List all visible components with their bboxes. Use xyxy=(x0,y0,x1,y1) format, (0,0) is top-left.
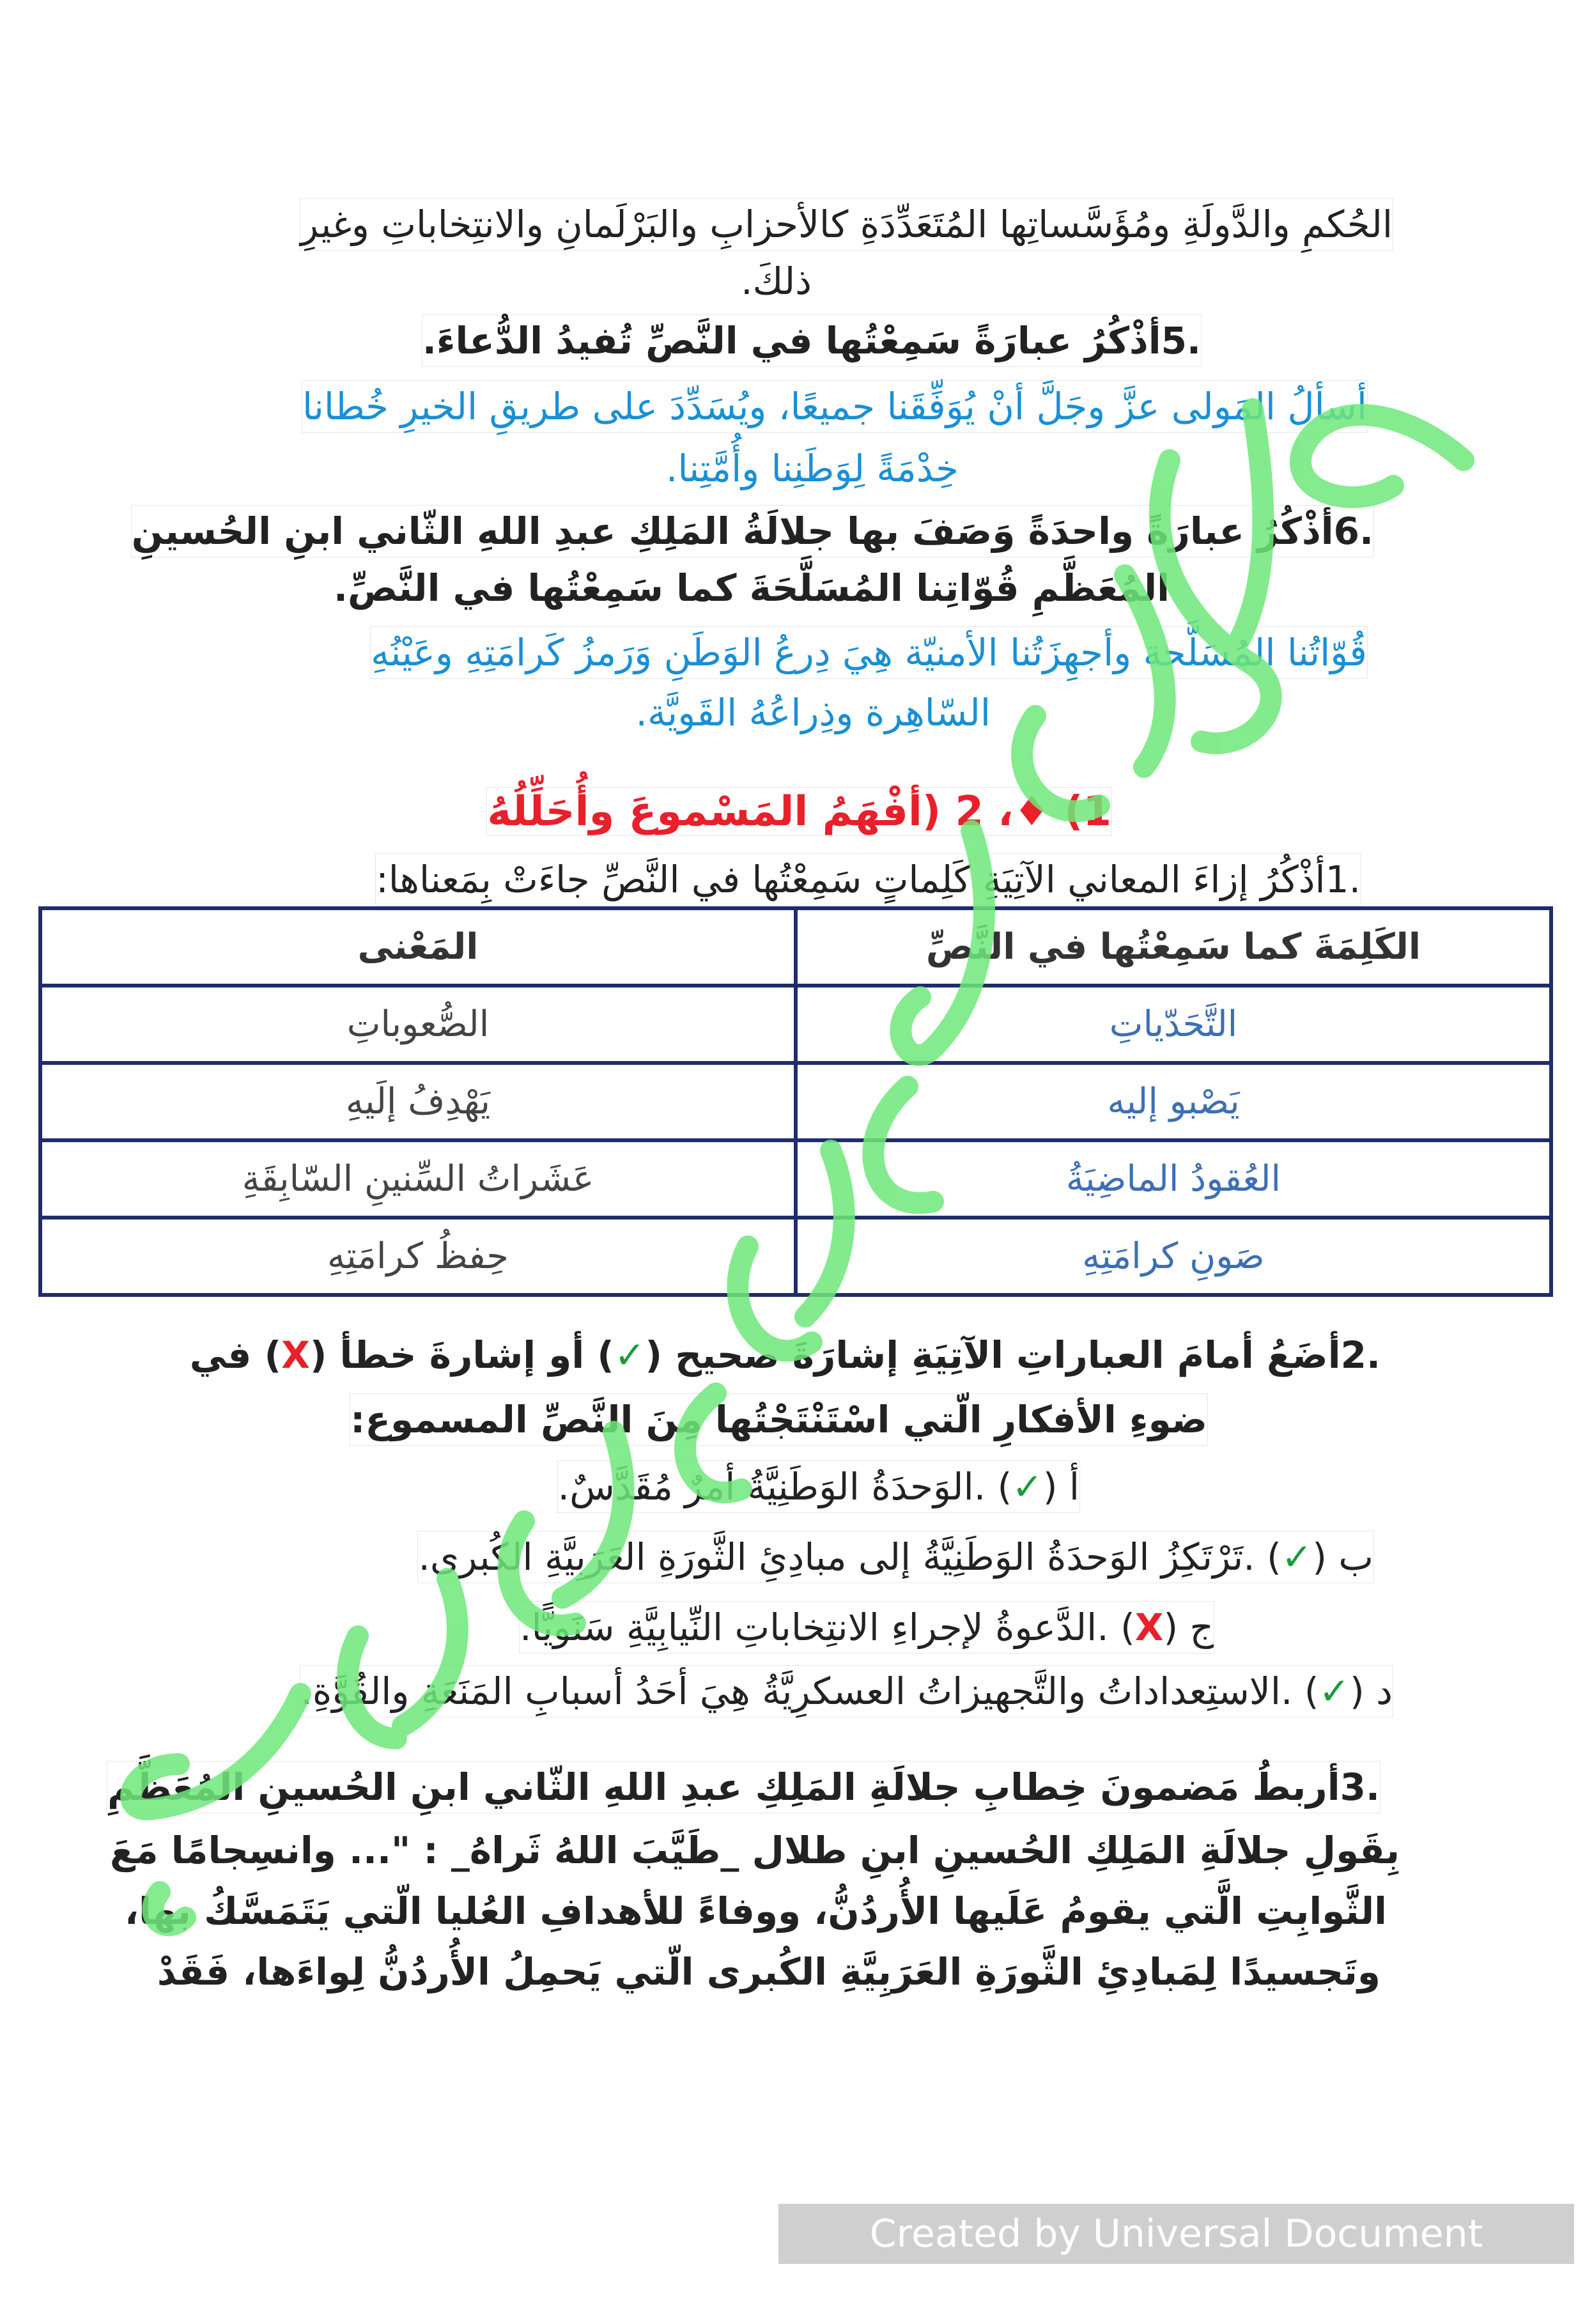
table-cell-word: العُقودُ الماضِيَةُ xyxy=(796,1140,1551,1218)
table-cell-meaning: يَهْدِفُ إلَيهِ xyxy=(40,1063,796,1140)
footer-banner: Created by Universal Document Converter xyxy=(778,2204,1574,2264)
cross-mark-icon: X xyxy=(281,1333,310,1377)
table-row xyxy=(40,1140,1551,1218)
item-letter: ب ( xyxy=(1312,1535,1373,1579)
q2-question-post: ) في xyxy=(189,1333,282,1377)
table-cell-meaning: حِفظُ كرامَتِهِ xyxy=(40,1218,796,1295)
q1-question: .1أذْكُرُ إزاءَ المعاني الآتِيَةِ كَلِماتٍ سَمِعْتُها في النَّصِّ جاءَتْ بِمَعناها: xyxy=(375,853,1361,906)
check-mark-icon: ✓ xyxy=(1281,1535,1313,1579)
q3-line-1: .3أربطُ مَضمونَ خِطابِ جلالَةِ المَلِكِ عبدِ اللهِ الثّاني ابنِ الحُسينِ المُعَظَّمِ xyxy=(107,1761,1380,1813)
table-cell-meaning: عَشَراتُ السِّنينِ السّابِقَةِ xyxy=(40,1140,796,1218)
item-text: ) .الدَّعوةُ لإجراءِ الانتِخاباتِ النِّيابِيَّةِ سَنَويًّا. xyxy=(520,1606,1135,1649)
check-mark-icon: ✓ xyxy=(1012,1465,1043,1508)
item-text: ) .الاستِعداداتُ والتَّجهيزاتُ العسكرِيَّةُ هِيَ أحَدُ أسبابِ المَنَعَةِ والقُوَّةِ. xyxy=(300,1669,1319,1713)
q6-answer-line-1: قُوّاتُنا المُسَلَّحة وأجهِزَتُنا الأمنيّة هِيَ دِرعُ الوَطَنِ وَرَمزُ كَرامَتِهِ وعَيْنُهِ xyxy=(370,626,1368,679)
q2-item-c xyxy=(519,1601,1214,1654)
table-row xyxy=(40,1063,1551,1140)
table-row xyxy=(40,1218,1551,1295)
q2-item-a xyxy=(557,1460,1080,1513)
item-letter: د ( xyxy=(1350,1669,1393,1713)
meanings-table xyxy=(38,906,1553,1297)
q2-item-d xyxy=(300,1665,1393,1717)
table-header-row xyxy=(40,908,1551,986)
item-letter: أ ( xyxy=(1042,1465,1079,1508)
q5-answer-line-2: خِدْمَةً لِوَطَنِنا وأُمَّتِنا. xyxy=(665,447,959,490)
table-cell-word: التَّحَدّياتِ xyxy=(796,986,1551,1063)
q3-line-2: بِقَولِ جلالَةِ المَلِكِ الحُسينِ ابنِ طلال _طَيَّبَ اللهُ ثَراهُ_ : "... وانسِجامًا مَعَ xyxy=(110,1829,1400,1872)
table-header-meaning: المَعْنى xyxy=(40,908,796,986)
table-cell-word: صَونِ كرامَتِهِ xyxy=(796,1218,1551,1295)
q6-question-line-1: .6أذْكُرُ عبارَةً واحدَةً وَصَفَ بها جلالَةُ المَلِكِ عبدِ اللهِ الثّاني ابنِ الحُسينِ xyxy=(131,505,1374,557)
item-letter: ج ( xyxy=(1163,1606,1214,1649)
q6-answer-line-2: السّاهِرة وذِراعُهُ القَويَّة. xyxy=(635,691,991,734)
q2-question-line-2: ضوءِ الأفكارِ الّتي اسْتَنْتَجْتُها مِنَ النَّصِّ المسموع: xyxy=(350,1393,1208,1446)
table-cell-word: يَصْبو إليه xyxy=(796,1063,1551,1140)
intro-line-1: الحُكمِ والدَّولَةِ ومُؤَسَّساتِها المُتَعَدِّدَةِ كالأحزابِ والبَرْلَمانِ والانتِخاباتِ وغيرِ xyxy=(300,198,1393,251)
q5-answer-line-1: أسألُ المَولى عزَّ وجَلَّ أنْ يُوَفِّقَنا جميعًا، ويُسَدِّدَ على طريقِ الخيرِ خُطانا xyxy=(302,380,1368,433)
section-title: 1) ♦، 2 (أفْهَمُ المَسْموعَ وأُحَلِّلُهُ xyxy=(487,788,1111,835)
q2-question-pre: .2أضَعُ أمامَ العباراتِ الآتِيَةِ إشارَةَ صحيح ( xyxy=(645,1333,1380,1377)
item-text: ) .تَرْتَكِزُ الوَحدَةُ الوَطَنِيَّةُ إلى مبادِئِ الثَّورَةِ العَرَبِيَّةِ الكُبرى. xyxy=(418,1535,1281,1579)
cross-mark-icon: X xyxy=(1134,1606,1164,1649)
intro-line-2: ذلكَ. xyxy=(741,260,812,303)
q2-question-line-1 xyxy=(190,1329,1380,1381)
item-text: ) .الوَحدَةُ الوَطَنِيَّةُ أمرٌ مُقَدَّسٌ. xyxy=(557,1465,1012,1508)
table-row xyxy=(40,986,1551,1063)
table-header-word: الكَلِمَةَ كما سَمِعْتُها في النَّصِّ xyxy=(796,908,1551,986)
check-mark-icon: ✓ xyxy=(614,1333,646,1377)
q5-question: .5أذْكُرُ عبارَةً سَمِعْتُها في النَّصِّ تُفيدُ الدُّعاءَ. xyxy=(422,314,1202,367)
check-mark-icon: ✓ xyxy=(1318,1669,1350,1713)
q6-question-line-2: المُعَظَّمِ قُوّاتِنا المُسَلَّحَةَ كما سَمِعْتُها في النَّصِّ. xyxy=(333,566,1170,610)
q3-line-4: وتَجسيدًا لِمَبادِئِ الثَّورَةِ العَرَبِيَّةِ الكُبرى الّتي يَحمِلُ الأُردُنُّ لِواءَها، فَقَدْ xyxy=(157,1950,1380,1994)
q2-item-b xyxy=(417,1531,1374,1583)
q2-question-mid: ) أو إشارةَ خطأ ( xyxy=(309,1333,614,1377)
q3-line-3: الثَّوابِتِ الَّتي يقومُ عَلَيها الأُردُنُّ، ووفاءً للأهدافِ العُليا الّتي يَتَمَسَّكُ بها، xyxy=(125,1889,1387,1933)
table-cell-meaning: الصُّعوباتِ xyxy=(40,986,796,1063)
